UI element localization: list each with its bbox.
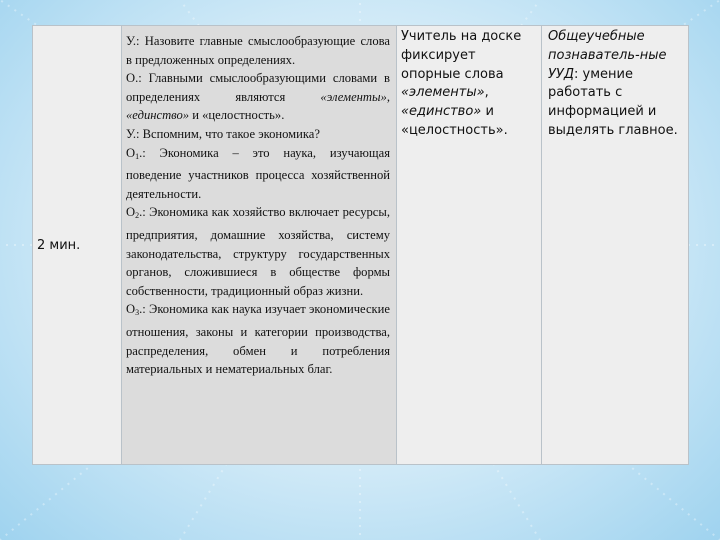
speaker-index: 3 [135,308,140,318]
board-text: и «целостность». [401,104,508,138]
speaker-label: О [126,145,136,160]
emphasis-text: «элементы» [320,89,387,104]
emphasis-text: «элементы» [401,85,485,101]
uud-cell [542,26,689,465]
teacher-paragraph [126,69,390,125]
time-cell [33,26,122,465]
teacher-paragraph: У.: Вспомним, что такое экономика? [126,126,320,141]
teacher-paragraph [126,300,390,378]
emphasis-text: «единство» [401,104,482,120]
speaker-label: О [126,205,136,220]
separator-text: , [484,85,489,101]
board-activity-cell [397,26,542,465]
paragraph-text: .: Экономика – это наука, изучающая поведение участников процесса хозяйственной деятельности. [126,145,390,201]
paragraph-text: Назовите главные смыслообразующие слова в предложенных определениях. [126,34,390,67]
speaker-index: 2 [135,211,140,221]
uud-title: Общеучебные познаватель-ные УУД [548,29,667,82]
speaker-label: О.: [126,71,142,86]
teacher-paragraph [126,144,390,204]
uud-text: : умение работать с информацией и выделять главное. [548,66,678,138]
speaker-index: 1 [135,151,140,161]
paragraph-text: Главными смыслообразующими словами в определениях являются [126,71,390,104]
time-label: 2 мин. [37,237,81,253]
paragraph-text: .: Экономика как хозяйство включает ресурсы, предприятия, домашние хозяйства, систему законодательства, структуру государственных органов, сложившиеся в обществе формы собственности, традиционный образ жизни. [126,205,390,298]
teacher-activity-cell [122,26,397,465]
teacher-paragraph [126,203,390,300]
speaker-label: У.: [126,34,140,48]
table-row [33,26,689,465]
paragraph-text: .: Экономика как наука изучает экономические отношения, законы и категории производства, распределения, обмен и потребления материальных и нематериальных благ. [126,302,390,377]
teacher-paragraph [126,32,390,69]
board-text: Учитель на доске фиксирует опорные слова [401,29,522,82]
separator-text: , [386,89,390,104]
speaker-label: О [126,302,136,317]
emphasis-text: «единство» [126,108,190,123]
paragraph-text: и «целостность». [189,108,285,123]
lesson-table [32,25,689,465]
